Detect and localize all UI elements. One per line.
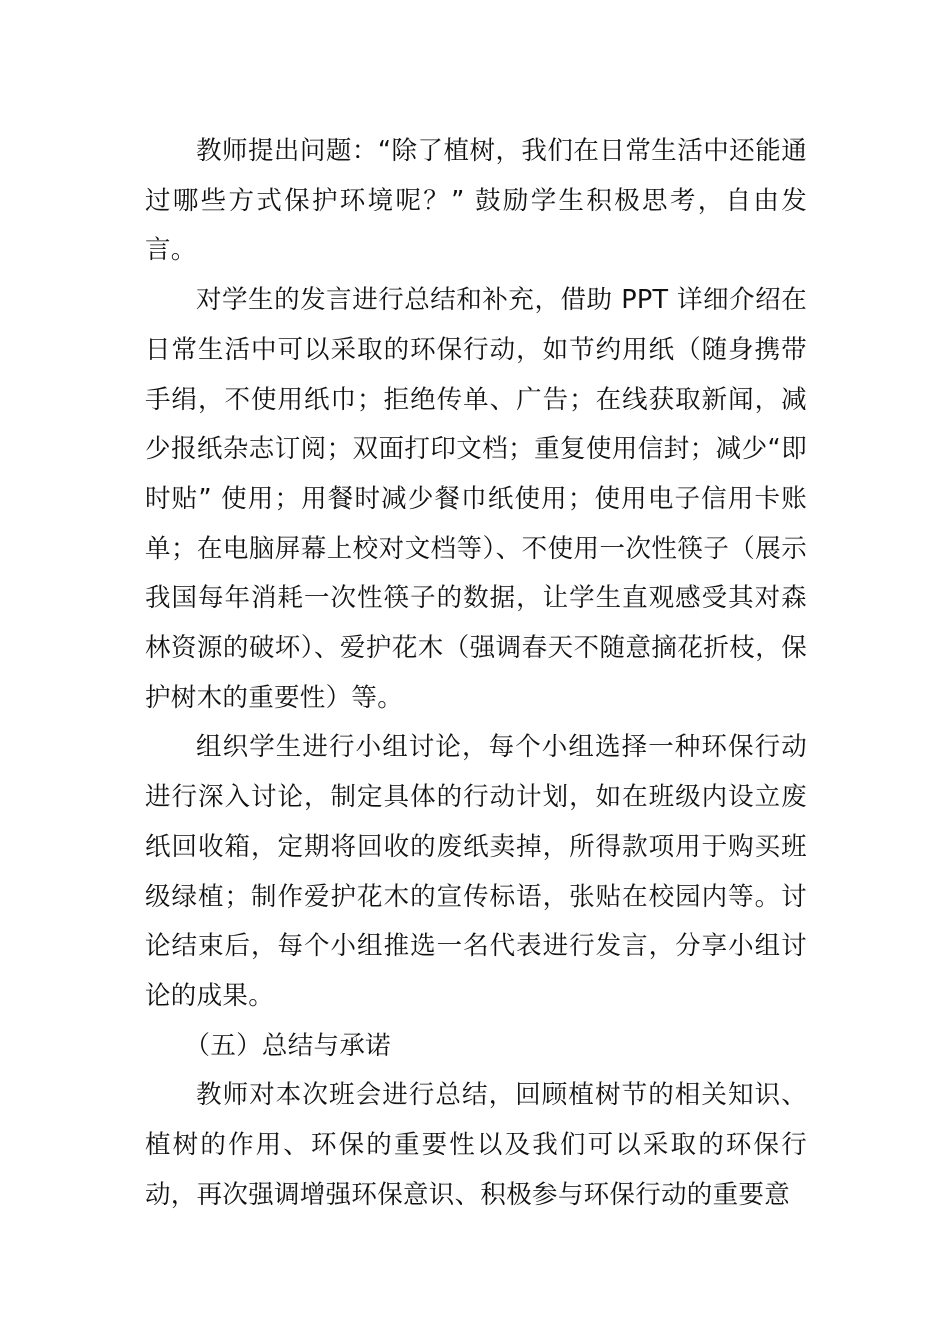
document-body bbox=[145, 127, 807, 1220]
paragraph-summary-eco-actions: 对学生的发言进行总结和补充，借助 PPT 详细介绍在日常生活中可以采取的环保行动，如节约用纸（随身携带手绢，不使用纸巾；拒绝传单、广告；在线获取新闻，减少报纸杂志订阅；双面打印文档；重复使用信封；减少“即时贴” 使用；用餐时减少餐巾纸使用；使用电子信用卡账单；在电脑屏幕上校对文档等）、不使用一次性筷子（展示我国每年消耗一次性筷子的数据，让学生直观感受其对森林资源的破坏）、爱护花木（强调春天不随意摘花折枝，保护树木的重要性）等。 bbox=[145, 285, 807, 713]
paragraph-teacher-question: 教师提出问题：“除了植树，我们在日常生活中还能通过哪些方式保护环境呢？” 鼓励学生积极思考，自由发言。 bbox=[145, 136, 807, 266]
section-heading: （五）总结与承诺 bbox=[184, 1030, 391, 1061]
paragraph-closing-summary: 教师对本次班会进行总结，回顾植树节的相关知识、植树的作用、环保的重要性以及我们可以采取的环保行动，再次强调增强环保意识、积极参与环保行动的重要意 bbox=[145, 1080, 807, 1210]
paragraph-group-discussion: 组织学生进行小组讨论，每个小组选择一种环保行动进行深入讨论，制定具体的行动计划，如在班级内设立废纸回收箱，定期将回收的废纸卖掉，所得款项用于购买班级绿植；制作爱护花木的宣传标语，张贴在校园内等。讨论结束后，每个小组推选一名代表进行发言，分享小组讨论的成果。 bbox=[145, 732, 807, 1011]
